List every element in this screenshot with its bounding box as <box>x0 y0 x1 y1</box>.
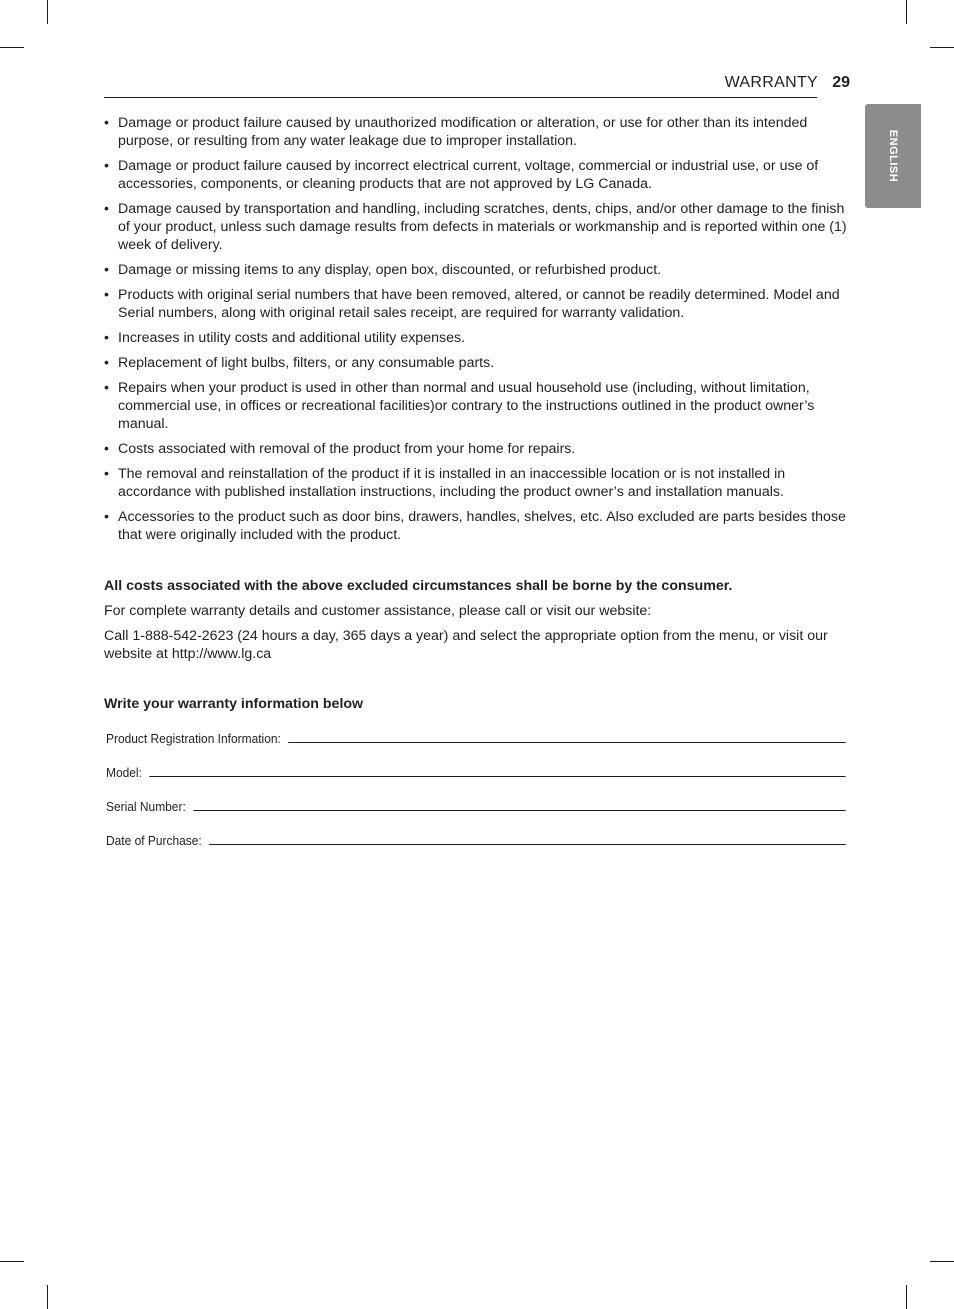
form-row-purchase-date <box>106 828 846 848</box>
bullet: • <box>104 330 109 346</box>
bullet: • <box>104 355 109 371</box>
list-item-text: Costs associated with removal of the product from your home for repairs. <box>118 441 576 457</box>
registration-field[interactable] <box>288 741 845 743</box>
bullet: • <box>104 466 109 482</box>
crop-mark-top-left-h <box>0 47 24 48</box>
list-item-text: Damage or product failure caused by unauthorized modification or alteration, or use for other than its intended purpose, or resulting from any water leakage due to improper installation. <box>118 115 808 149</box>
registration-label: Product Registration Information: <box>106 731 281 746</box>
list-item <box>104 157 852 193</box>
contact-details: Call 1-888-542-2623 (24 hours a day, 365 days a year) and select the appropriate option from the menu, or visit our website at http://www.lg.ca <box>104 628 828 662</box>
list-item <box>104 114 852 150</box>
form-row-registration <box>106 726 846 746</box>
list-item-text: Replacement of light bulbs, filters, or any consumable parts. <box>118 355 495 371</box>
warranty-info-form <box>106 726 787 862</box>
list-item <box>104 508 852 544</box>
bullet: • <box>104 441 109 457</box>
crop-mark-bottom-left-v <box>47 1285 48 1309</box>
crop-mark-bottom-left-h <box>0 1261 24 1262</box>
list-item-text: Damage or missing items to any display, open box, discounted, or refurbished product. <box>118 262 662 278</box>
bullet: • <box>104 158 109 174</box>
header-divider <box>104 97 817 98</box>
bullet: • <box>104 509 109 525</box>
exclusions-list <box>104 114 852 544</box>
page-number: 29 <box>832 74 850 91</box>
list-item-text: Increases in utility costs and additional utility expenses. <box>118 330 465 346</box>
purchase-date-field[interactable] <box>209 843 846 845</box>
list-item <box>104 261 852 279</box>
language-tab <box>865 104 921 208</box>
list-item <box>104 440 852 458</box>
list-item-text: The removal and reinstallation of the product if it is installed in an inaccessible location or is not installed in accordance with published installation instructions, including the product owner’s and installation manuals. <box>118 466 786 500</box>
bullet: • <box>104 262 109 278</box>
list-item-text: Damage or product failure caused by incorrect electrical current, voltage, commercial or industrial use, or use of accessories, components, or cleaning products that are not approved by LG Canada. <box>118 158 819 192</box>
bullet: • <box>104 287 109 303</box>
purchase-date-label: Date of Purchase: <box>106 833 202 848</box>
list-item <box>104 200 852 254</box>
list-item-text: Products with original serial numbers that have been removed, altered, or cannot be readily determined. Model and Serial numbers, along with original retail sales receipt, are required for warranty validation. <box>118 287 840 321</box>
form-row-model <box>106 760 846 780</box>
section-title: WARRANTY <box>724 74 818 91</box>
crop-mark-top-right-v <box>906 0 907 24</box>
serial-number-field[interactable] <box>193 809 846 811</box>
bullet: • <box>104 380 109 396</box>
list-item-text: Damage caused by transportation and handling, including scratches, dents, chips, and/or other damage to the finish of your product, unless such damage results from defects in materials or workmanship and is reported within one (1) week of delivery. <box>118 201 847 253</box>
list-item <box>104 354 852 372</box>
model-field[interactable] <box>149 775 845 777</box>
form-heading: Write your warranty information below <box>104 696 364 712</box>
page-content <box>104 114 852 720</box>
list-item <box>104 286 852 322</box>
list-item <box>104 465 852 501</box>
model-label: Model: <box>106 765 142 780</box>
crop-mark-bottom-right-v <box>906 1285 907 1309</box>
costs-note: All costs associated with the above excluded circumstances shall be borne by the consumer. <box>104 578 733 594</box>
language-tab-label: ENGLISH <box>887 129 899 183</box>
list-item <box>104 329 852 347</box>
form-row-serial <box>106 794 846 814</box>
contact-intro: For complete warranty details and customer assistance, please call or visit our website: <box>104 603 652 619</box>
bullet: • <box>104 201 109 217</box>
crop-mark-top-left-v <box>47 0 48 24</box>
crop-mark-top-right-h <box>930 47 954 48</box>
list-item-text: Repairs when your product is used in other than normal and usual household use (including, without limitation, commercial use, in offices or recreational facilities)or contrary to the instructions outlined in the product owner’s manual. <box>118 380 815 432</box>
list-item-text: Accessories to the product such as door bins, drawers, handles, shelves, etc. Also excluded are parts besides those that were originally included with the product. <box>118 509 846 543</box>
page-header <box>104 71 850 97</box>
list-item <box>104 379 852 433</box>
serial-number-label: Serial Number: <box>106 799 186 814</box>
crop-mark-bottom-right-h <box>930 1261 954 1262</box>
bullet: • <box>104 115 109 131</box>
